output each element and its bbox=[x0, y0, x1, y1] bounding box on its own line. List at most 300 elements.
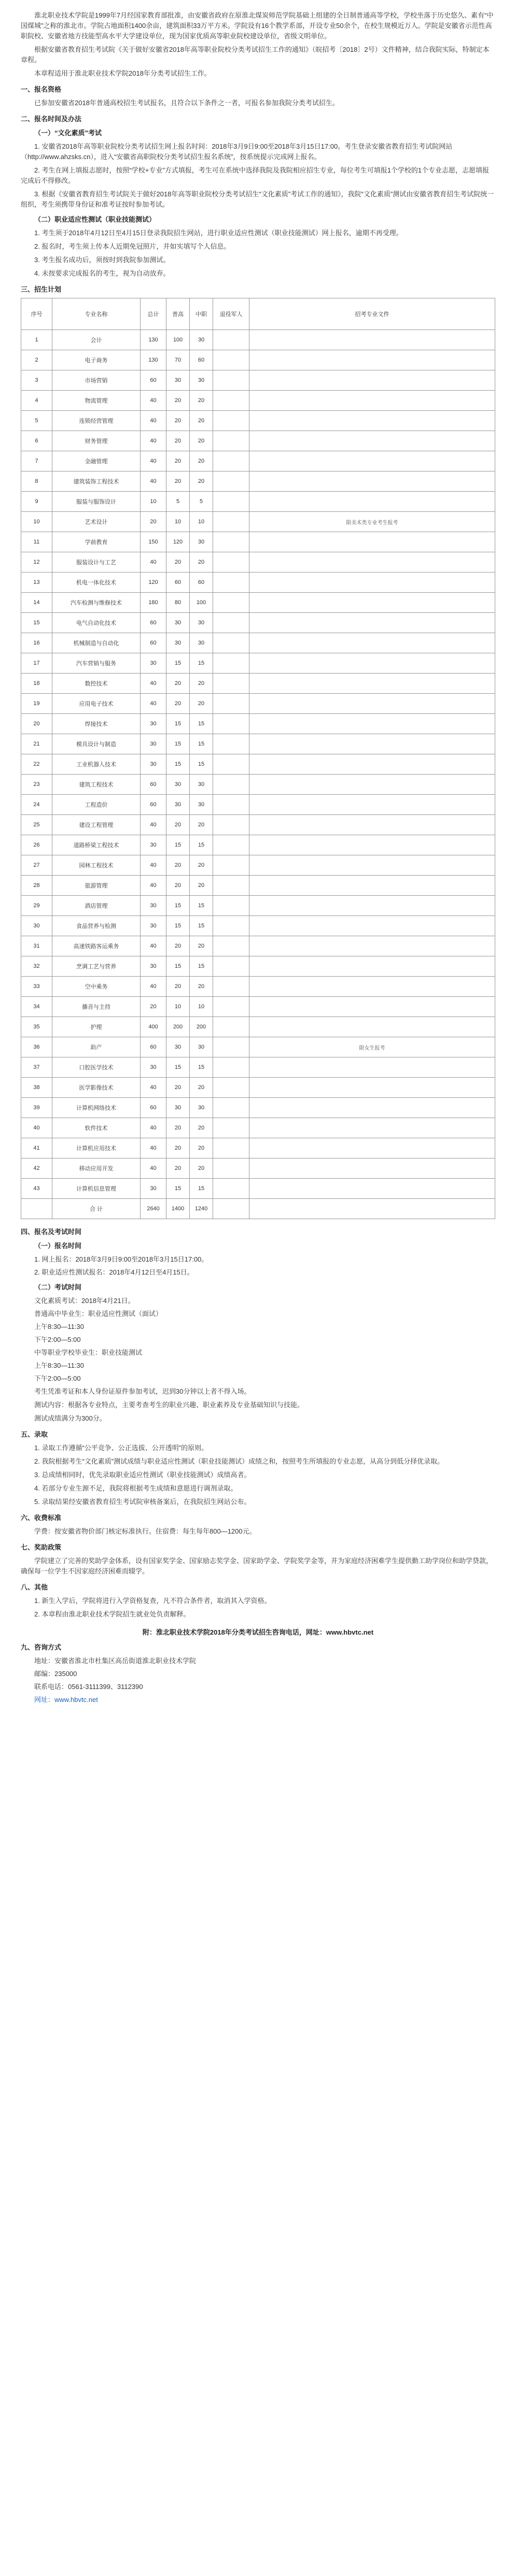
table-cell: 60 bbox=[141, 775, 166, 795]
table-cell bbox=[249, 573, 495, 593]
table-cell: 18 bbox=[21, 674, 52, 694]
table-row bbox=[21, 633, 495, 653]
table-cell: 20 bbox=[190, 674, 213, 694]
table-cell bbox=[213, 1158, 249, 1179]
table-cell: 40 bbox=[141, 1118, 166, 1138]
table-cell: 30 bbox=[190, 633, 213, 653]
table-row bbox=[21, 1057, 495, 1078]
table-cell bbox=[249, 855, 495, 876]
table-cell: 汽车检测与维修技术 bbox=[52, 593, 141, 613]
table-cell bbox=[249, 431, 495, 451]
table-cell bbox=[213, 1057, 249, 1078]
table-cell: 60 bbox=[141, 1037, 166, 1057]
table-cell: 5 bbox=[21, 411, 52, 431]
table-cell: 20 bbox=[190, 1118, 213, 1138]
table-cell: 24 bbox=[21, 795, 52, 815]
section-paragraph: 1. 新生入学后，学院将进行入学资格复查，凡不符合条件者，取消其入学资格。 bbox=[34, 1597, 271, 1605]
table-cell: 200 bbox=[190, 1017, 213, 1037]
table-cell bbox=[249, 876, 495, 896]
table-cell bbox=[249, 674, 495, 694]
table-cell: 22 bbox=[21, 754, 52, 775]
table-cell: 20 bbox=[166, 1138, 190, 1158]
table-cell: 20 bbox=[166, 936, 190, 956]
table-cell: 播音与主持 bbox=[52, 997, 141, 1017]
section-paragraph: 2. 本章程由淮北职业技术学院招生就业处负责解释。 bbox=[34, 1610, 190, 1618]
table-cell bbox=[249, 451, 495, 471]
table-cell: 130 bbox=[141, 330, 166, 350]
table-cell: 30 bbox=[190, 532, 213, 552]
table-cell: 40 bbox=[141, 694, 166, 714]
table-row bbox=[21, 512, 495, 532]
table-cell bbox=[213, 694, 249, 714]
table-cell bbox=[213, 876, 249, 896]
table-row bbox=[21, 956, 495, 977]
table-cell: 30 bbox=[141, 734, 166, 754]
table-row bbox=[21, 431, 495, 451]
table-cell: 41 bbox=[21, 1138, 52, 1158]
table-cell: 15 bbox=[190, 956, 213, 977]
table-row bbox=[21, 471, 495, 492]
table-row bbox=[21, 593, 495, 613]
table-cell: 21 bbox=[21, 734, 52, 754]
table-cell: 20 bbox=[190, 1078, 213, 1098]
table-cell: 限美术类专业考生报考 bbox=[249, 512, 495, 532]
table-cell: 28 bbox=[21, 876, 52, 896]
table-cell: 20 bbox=[166, 694, 190, 714]
table-cell: 60 bbox=[141, 795, 166, 815]
table-cell bbox=[249, 552, 495, 573]
table-cell: 40 bbox=[141, 391, 166, 411]
table-cell: 20 bbox=[190, 694, 213, 714]
table-cell: 30 bbox=[166, 370, 190, 391]
table-cell bbox=[249, 1179, 495, 1199]
table-cell: 2640 bbox=[141, 1199, 166, 1219]
table-row bbox=[21, 1158, 495, 1179]
table-cell: 40 bbox=[141, 451, 166, 471]
text-line: 中等职业学校毕业生：职业技能测试 bbox=[34, 1349, 143, 1356]
intro-paragraph-1: 淮北职业技术学院是1999年7月经国家教育部批准，由安徽省政府在原淮北煤炭师范学院基础上组建的全日制普通高等学校，学校坐落于历史悠久、素有“中国煤城”之称的淮北市。学院占地面积1400余亩，建筑面积33万平方米。学院设有16个教学系部，开设专业50余个，在校生规模近万人。学院是安徽省示范性高职院校、安徽省地方技能型高水平大学建设单位，现为国家优质高等职业院校建设单位，省级文明单位。 bbox=[21, 11, 494, 40]
table-cell bbox=[213, 714, 249, 734]
section-paragraph: 1. 录取工作遵循“公平竞争、公正选拔、公开透明”的原则。 bbox=[34, 1444, 208, 1452]
table-row bbox=[21, 573, 495, 593]
table-cell bbox=[249, 350, 495, 370]
contact-postcode: 邮编：235000 bbox=[34, 1670, 77, 1678]
table-row bbox=[21, 350, 495, 370]
table-row bbox=[21, 552, 495, 573]
table-cell: 1240 bbox=[190, 1199, 213, 1219]
text-line: 2. 职业适应性测试报名：2018年4月12日至4月15日。 bbox=[34, 1268, 194, 1276]
table-cell: 40 bbox=[141, 815, 166, 835]
table-cell: 15 bbox=[21, 613, 52, 633]
table-row bbox=[21, 330, 495, 350]
table-cell bbox=[213, 633, 249, 653]
section-paragraph: 3. 总成绩相同时，优先录取职业适应性测试（职业技能测试）成绩高者。 bbox=[34, 1471, 251, 1479]
table-cell: 2 bbox=[21, 350, 52, 370]
table-row bbox=[21, 1118, 495, 1138]
table-row bbox=[21, 613, 495, 633]
table-cell: 40 bbox=[141, 1078, 166, 1098]
table-cell: 60 bbox=[141, 613, 166, 633]
table-total-row bbox=[21, 1199, 495, 1219]
table-cell bbox=[213, 956, 249, 977]
table-row bbox=[21, 391, 495, 411]
table-cell: 1 bbox=[21, 330, 52, 350]
table-cell: 15 bbox=[190, 1057, 213, 1078]
table-cell bbox=[249, 391, 495, 411]
table-cell bbox=[213, 1017, 249, 1037]
section-paragraph: 测试内容：根据各专业特点，主要考查考生的职业兴趣、职业素养及专业基础知识与技能。 bbox=[34, 1401, 304, 1409]
table-row bbox=[21, 775, 495, 795]
table-cell: 20 bbox=[166, 1078, 190, 1098]
table-cell: 艺术设计 bbox=[52, 512, 141, 532]
table-cell bbox=[213, 1078, 249, 1098]
table-cell: 15 bbox=[190, 754, 213, 775]
text-line: 上午8:30—11:30 bbox=[34, 1323, 84, 1330]
table-cell: 34 bbox=[21, 997, 52, 1017]
table-row bbox=[21, 977, 495, 997]
table-cell: 60 bbox=[190, 573, 213, 593]
table-cell: 20 bbox=[190, 471, 213, 492]
table-cell bbox=[213, 451, 249, 471]
section-title-exam-time: 四、报名及考试时间 bbox=[21, 1228, 82, 1236]
table-cell bbox=[213, 1098, 249, 1118]
table-cell: 食品营养与检测 bbox=[52, 916, 141, 936]
table-cell: 15 bbox=[190, 835, 213, 855]
table-cell bbox=[213, 997, 249, 1017]
table-cell: 26 bbox=[21, 835, 52, 855]
table-cell: 30 bbox=[141, 896, 166, 916]
table-cell: 15 bbox=[166, 734, 190, 754]
table-cell: 20 bbox=[166, 1158, 190, 1179]
table-cell: 15 bbox=[166, 1179, 190, 1199]
table-cell: 1400 bbox=[166, 1199, 190, 1219]
table-cell: 40 bbox=[141, 977, 166, 997]
table-cell bbox=[249, 775, 495, 795]
table-cell: 27 bbox=[21, 855, 52, 876]
table-cell: 43 bbox=[21, 1179, 52, 1199]
table-row bbox=[21, 916, 495, 936]
table-cell: 20 bbox=[190, 431, 213, 451]
section-paragraph: 3. 考生报名成功后，须按时到我院参加测试。 bbox=[34, 256, 170, 264]
table-header-row bbox=[21, 298, 495, 330]
table-cell: 30 bbox=[141, 714, 166, 734]
table-cell: 30 bbox=[141, 1057, 166, 1078]
table-cell: 60 bbox=[166, 573, 190, 593]
table-cell: 模具设计与制造 bbox=[52, 734, 141, 754]
table-cell bbox=[249, 471, 495, 492]
table-cell: 20 bbox=[190, 1138, 213, 1158]
table-cell bbox=[213, 431, 249, 451]
table-cell: 30 bbox=[21, 916, 52, 936]
table-cell: 40 bbox=[141, 1158, 166, 1179]
table-cell bbox=[213, 896, 249, 916]
contact-phone: 联系电话：0561-3111399、3112390 bbox=[34, 1683, 143, 1691]
table-cell: 12 bbox=[21, 552, 52, 573]
table-cell: 20 bbox=[141, 512, 166, 532]
table-cell: 医学影像技术 bbox=[52, 1078, 141, 1098]
table-cell bbox=[249, 694, 495, 714]
table-cell: 15 bbox=[190, 916, 213, 936]
table-cell: 11 bbox=[21, 532, 52, 552]
table-row bbox=[21, 997, 495, 1017]
table-cell: 15 bbox=[166, 896, 190, 916]
table-cell: 20 bbox=[166, 674, 190, 694]
table-cell bbox=[213, 1118, 249, 1138]
table-cell bbox=[249, 633, 495, 653]
table-cell: 15 bbox=[166, 754, 190, 775]
table-cell bbox=[213, 936, 249, 956]
table-cell: 5 bbox=[166, 492, 190, 512]
table-cell bbox=[213, 512, 249, 532]
table-cell: 15 bbox=[190, 1179, 213, 1199]
table-cell: 电子商务 bbox=[52, 350, 141, 370]
subsection-title: （一）报名时间 bbox=[34, 1242, 82, 1250]
table-cell: 应用电子技术 bbox=[52, 694, 141, 714]
table-row bbox=[21, 714, 495, 734]
table-cell: 酒店管理 bbox=[52, 896, 141, 916]
table-cell bbox=[213, 391, 249, 411]
section-title-registration: 二、报名时间及办法 bbox=[21, 115, 82, 123]
table-cell: 100 bbox=[166, 330, 190, 350]
section-title-other: 八、其他 bbox=[21, 1583, 48, 1591]
table-cell: 29 bbox=[21, 896, 52, 916]
table-cell: 30 bbox=[190, 1037, 213, 1057]
table-cell: 38 bbox=[21, 1078, 52, 1098]
table-cell: 20 bbox=[166, 471, 190, 492]
table-cell: 30 bbox=[141, 835, 166, 855]
table-cell bbox=[249, 977, 495, 997]
table-row bbox=[21, 451, 495, 471]
table-row bbox=[21, 734, 495, 754]
section-title-qualification: 一、报名资格 bbox=[21, 85, 62, 93]
table-cell: 30 bbox=[166, 775, 190, 795]
table-cell: 120 bbox=[141, 573, 166, 593]
table-row bbox=[21, 855, 495, 876]
table-cell bbox=[249, 754, 495, 775]
table-cell: 20 bbox=[166, 411, 190, 431]
section-title-fees: 六、收费标准 bbox=[21, 1514, 62, 1522]
table-header-cell: 普高 bbox=[166, 298, 190, 330]
table-cell: 15 bbox=[166, 956, 190, 977]
section-title-aid: 七、奖助政策 bbox=[21, 1543, 62, 1551]
section-paragraph: 5. 录取结果经安徽省教育招生考试院审核备案后，在我院招生网站公布。 bbox=[34, 1498, 251, 1506]
table-row bbox=[21, 1138, 495, 1158]
table-cell bbox=[249, 997, 495, 1017]
table-header-cell: 招考专业文件 bbox=[249, 298, 495, 330]
table-row bbox=[21, 815, 495, 835]
table-cell bbox=[249, 613, 495, 633]
table-cell: 80 bbox=[166, 593, 190, 613]
table-cell: 100 bbox=[190, 593, 213, 613]
section-paragraph: 4. 若部分专业生源不足，我院将根据考生成绩和意愿进行调剂录取。 bbox=[34, 1484, 238, 1492]
table-cell: 机电一体化技术 bbox=[52, 573, 141, 593]
table-cell: 护理 bbox=[52, 1017, 141, 1037]
table-cell bbox=[249, 916, 495, 936]
table-cell bbox=[249, 593, 495, 613]
table-cell: 20 bbox=[166, 451, 190, 471]
table-row bbox=[21, 653, 495, 674]
table-cell: 6 bbox=[21, 431, 52, 451]
table-row bbox=[21, 896, 495, 916]
table-cell bbox=[249, 835, 495, 855]
section-title-admission: 五、录取 bbox=[21, 1430, 48, 1438]
table-cell: 焊接技术 bbox=[52, 714, 141, 734]
table-cell: 限女生报考 bbox=[249, 1037, 495, 1057]
table-cell: 20 bbox=[166, 855, 190, 876]
table-cell bbox=[213, 674, 249, 694]
table-cell: 4 bbox=[21, 391, 52, 411]
table-cell: 园林工程技术 bbox=[52, 855, 141, 876]
table-cell: 30 bbox=[166, 1098, 190, 1118]
table-header-cell: 退役军人 bbox=[213, 298, 249, 330]
section-paragraph: 学院建立了完善的奖助学金体系，设有国家奖学金、国家励志奖学金、国家助学金、学院奖学金等，并为家庭经济困难学生提供勤工助学岗位和助学贷款，确保每一位学生不因家庭经济困难而辍学。 bbox=[21, 1557, 493, 1575]
table-cell: 20 bbox=[190, 451, 213, 471]
subsection-title: （二）考试时间 bbox=[34, 1283, 82, 1291]
table-cell bbox=[213, 532, 249, 552]
table-cell: 建筑装饰工程技术 bbox=[52, 471, 141, 492]
intro-paragraph-2: 根据安徽省教育招生考试院《关于做好安徽省2018年高等职业院校分类考试招生工作的通知》（皖招考〔2018〕2号）文件精神，结合我院实际，特制定本章程。 bbox=[21, 46, 490, 64]
table-cell: 30 bbox=[190, 330, 213, 350]
table-cell bbox=[213, 734, 249, 754]
table-cell: 20 bbox=[166, 876, 190, 896]
table-cell: 25 bbox=[21, 815, 52, 835]
table-cell: 10 bbox=[21, 512, 52, 532]
table-cell: 高速铁路客运乘务 bbox=[52, 936, 141, 956]
table-cell: 20 bbox=[166, 1118, 190, 1138]
table-cell: 20 bbox=[21, 714, 52, 734]
table-cell: 30 bbox=[190, 795, 213, 815]
table-cell bbox=[213, 471, 249, 492]
table-cell: 30 bbox=[166, 1037, 190, 1057]
table-cell: 计算机应用技术 bbox=[52, 1138, 141, 1158]
text-line: 文化素质考试：2018年4月21日。 bbox=[34, 1297, 135, 1305]
table-cell: 150 bbox=[141, 532, 166, 552]
table-cell bbox=[249, 532, 495, 552]
table-cell bbox=[249, 411, 495, 431]
contact-address: 地址：安徽省淮北市杜集区高岳街道淮北职业技术学院 bbox=[34, 1657, 197, 1665]
table-cell: 120 bbox=[166, 532, 190, 552]
table-cell bbox=[213, 1199, 249, 1219]
table-cell: 工程造价 bbox=[52, 795, 141, 815]
table-cell bbox=[213, 1138, 249, 1158]
table-cell: 5 bbox=[190, 492, 213, 512]
table-cell bbox=[213, 855, 249, 876]
table-cell: 10 bbox=[166, 512, 190, 532]
table-cell bbox=[249, 492, 495, 512]
table-cell: 20 bbox=[190, 977, 213, 997]
table-cell: 20 bbox=[190, 1158, 213, 1179]
table-cell: 15 bbox=[190, 734, 213, 754]
table-cell bbox=[249, 936, 495, 956]
table-row bbox=[21, 1017, 495, 1037]
table-cell: 33 bbox=[21, 977, 52, 997]
contact-website-link[interactable]: 网址：www.hbvtc.net bbox=[34, 1696, 98, 1704]
text-line: 1. 网上报名：2018年3月9日9:00至2018年3月15日17:00。 bbox=[34, 1255, 208, 1263]
table-cell: 服装设计与工艺 bbox=[52, 552, 141, 573]
table-cell: 15 bbox=[190, 714, 213, 734]
table-cell: 20 bbox=[141, 997, 166, 1017]
section-paragraph: 测试成绩满分为300分。 bbox=[34, 1414, 106, 1422]
table-cell: 8 bbox=[21, 471, 52, 492]
text-line: 下午2:00—5:00 bbox=[34, 1336, 81, 1343]
section-title-contact: 九、咨询方式 bbox=[21, 1643, 62, 1651]
section-paragraph: 4. 未按要求完成报名的考生，视为自动放弃。 bbox=[34, 269, 170, 277]
table-cell: 40 bbox=[141, 1138, 166, 1158]
table-row bbox=[21, 876, 495, 896]
table-cell: 40 bbox=[141, 552, 166, 573]
section-paragraph: 2. 考生在网上填报志愿时，按照“学校+专业”方式填报，考生可在系统中选择我院及我院相应招生专业，每位考生可填报1个学校的1个专业志愿，志愿填报完成后不得修改。 bbox=[21, 166, 490, 184]
table-cell: 10 bbox=[190, 512, 213, 532]
table-row bbox=[21, 1078, 495, 1098]
table-cell bbox=[213, 492, 249, 512]
table-cell: 15 bbox=[166, 1057, 190, 1078]
table-cell: 20 bbox=[190, 552, 213, 573]
table-cell: 合 计 bbox=[52, 1199, 141, 1219]
table-cell: 建筑工程技术 bbox=[52, 775, 141, 795]
table-header-cell: 总计 bbox=[141, 298, 166, 330]
section-title-plan: 三、招生计划 bbox=[21, 285, 62, 293]
table-cell bbox=[249, 1078, 495, 1098]
section-paragraph: 学费：按安徽省物价部门核定标准执行。住宿费：每生每年800—1200元。 bbox=[34, 1527, 256, 1535]
table-cell: 60 bbox=[141, 370, 166, 391]
table-cell: 10 bbox=[190, 997, 213, 1017]
table-cell: 40 bbox=[141, 431, 166, 451]
intro-paragraph-3: 本章程适用于淮北职业技术学院2018年分类考试招生工作。 bbox=[34, 69, 211, 77]
table-row bbox=[21, 936, 495, 956]
section-paragraph: 1. 考生须于2018年4月12日至4月15日登录我院招生网站，进行职业适应性测试（职业技能测试）网上报名，逾期不再受理。 bbox=[34, 229, 403, 237]
table-cell: 40 bbox=[141, 674, 166, 694]
table-row bbox=[21, 492, 495, 512]
table-cell: 23 bbox=[21, 775, 52, 795]
table-cell: 30 bbox=[141, 1179, 166, 1199]
table-cell: 30 bbox=[190, 775, 213, 795]
subsection-title: （一）“文化素质”考试 bbox=[34, 129, 102, 137]
table-cell bbox=[213, 330, 249, 350]
table-cell bbox=[249, 1017, 495, 1037]
table-cell: 20 bbox=[190, 815, 213, 835]
table-cell: 60 bbox=[190, 350, 213, 370]
table-cell: 36 bbox=[21, 1037, 52, 1057]
table-cell bbox=[249, 1138, 495, 1158]
table-cell bbox=[213, 775, 249, 795]
table-cell: 20 bbox=[166, 815, 190, 835]
table-cell bbox=[213, 1037, 249, 1057]
section-paragraph: 已参加安徽省2018年普通高校招生考试报名，且符合以下条件之一者，可报名参加我院分类考试招生。 bbox=[34, 99, 339, 107]
table-cell: 20 bbox=[166, 391, 190, 411]
table-cell: 计算机网络技术 bbox=[52, 1098, 141, 1118]
section-paragraph: 2. 报名时，考生须上传本人近期免冠照片，并如实填写个人信息。 bbox=[34, 242, 231, 250]
table-cell: 30 bbox=[190, 613, 213, 633]
table-cell: 10 bbox=[166, 997, 190, 1017]
table-cell bbox=[213, 1179, 249, 1199]
table-header-cell: 中职 bbox=[190, 298, 213, 330]
table-cell bbox=[249, 370, 495, 391]
table-row bbox=[21, 1179, 495, 1199]
table-cell: 物流管理 bbox=[52, 391, 141, 411]
table-cell: 10 bbox=[141, 492, 166, 512]
table-cell bbox=[213, 815, 249, 835]
table-cell: 7 bbox=[21, 451, 52, 471]
table-cell: 20 bbox=[190, 855, 213, 876]
section-paragraph: 考生凭准考证和本人身份证原件参加考试，迟到30分钟以上者不得入场。 bbox=[34, 1387, 251, 1395]
table-cell: 180 bbox=[141, 593, 166, 613]
table-cell: 30 bbox=[141, 956, 166, 977]
table-cell bbox=[213, 552, 249, 573]
table-cell: 30 bbox=[166, 795, 190, 815]
table-cell: 机械制造与自动化 bbox=[52, 633, 141, 653]
table-cell bbox=[249, 815, 495, 835]
table-cell bbox=[213, 977, 249, 997]
